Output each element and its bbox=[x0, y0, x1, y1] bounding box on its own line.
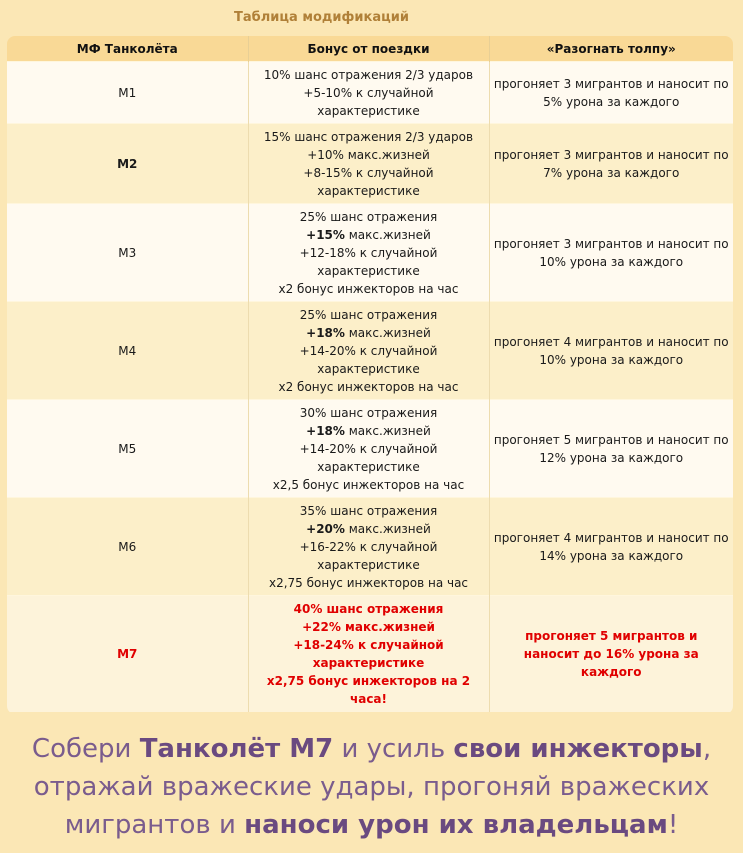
bonus-cell: 10% шанс отражения 2/3 ударов +5-10% к случайной характеристике bbox=[248, 62, 489, 124]
mod-cell: М1 bbox=[7, 62, 248, 124]
header-mf-tankolet: МФ Танколёта bbox=[7, 36, 248, 62]
bonus-cell: 25% шанс отражения +18% макс.жизней +14-20% к случайной характеристике х2 бонус инжекторов на час bbox=[248, 302, 489, 400]
mod-cell: М4 bbox=[7, 302, 248, 400]
table-row bbox=[7, 204, 733, 302]
table-row bbox=[7, 400, 733, 498]
header-disperse-crowd: «Разогнать толпу» bbox=[489, 36, 733, 62]
table-row bbox=[7, 62, 733, 124]
crowd-cell: прогоняет 4 мигрантов и наносит по 10% урона за каждого bbox=[489, 302, 733, 400]
crowd-cell: прогоняет 3 мигрантов и наносит по 5% урона за каждого bbox=[489, 62, 733, 124]
table-row bbox=[7, 124, 733, 204]
mod-cell: М6 bbox=[7, 498, 248, 596]
crowd-cell: прогоняет 3 мигрантов и наносит по 7% урона за каждого bbox=[489, 124, 733, 204]
header-ride-bonus: Бонус от поездки bbox=[248, 36, 489, 62]
crowd-cell: прогоняет 5 мигрантов и наносит по 12% урона за каждого bbox=[489, 400, 733, 498]
mod-cell: М7 bbox=[7, 596, 248, 712]
bonus-cell: 25% шанс отражения +15% макс.жизней +12-18% к случайной характеристике х2 бонус инжекторов на час bbox=[248, 204, 489, 302]
modifications-table bbox=[7, 36, 733, 714]
promo-line-3: мигрантов и наноси урон их владельцам! bbox=[64, 810, 679, 840]
bonus-cell: 35% шанс отражения +20% макс.жизней +16-22% к случайной характеристике х2,75 бонус инжекторов на час bbox=[248, 498, 489, 596]
table-row bbox=[7, 498, 733, 596]
table-title: Таблица модификаций bbox=[234, 10, 409, 25]
mod-cell: М5 bbox=[7, 400, 248, 498]
bonus-cell: 30% шанс отражения +18% макс.жизней +14-20% к случайной характеристике х2,5 бонус инжекторов на час bbox=[248, 400, 489, 498]
promo-line-2: отражай вражеские удары, прогоняй вражеских bbox=[33, 772, 710, 802]
table-row bbox=[7, 596, 733, 712]
bonus-cell: 40% шанс отражения +22% макс.жизней +18-24% к случайной характеристике х2,75 бонус инжекторов на 2 часа! bbox=[248, 596, 489, 712]
crowd-cell: прогоняет 4 мигрантов и наносит по 14% урона за каждого bbox=[489, 498, 733, 596]
promo-text bbox=[0, 730, 743, 844]
crowd-cell: прогоняет 3 мигрантов и наносит по 10% урона за каждого bbox=[489, 204, 733, 302]
mod-cell: М3 bbox=[7, 204, 248, 302]
crowd-cell: прогоняет 5 мигрантов и наносит до 16% урона за каждого bbox=[489, 596, 733, 712]
table-row bbox=[7, 302, 733, 400]
table-header-row bbox=[7, 36, 733, 62]
promo-line-1: Собери Танколёт М7 и усиль свои инжекторы, bbox=[31, 734, 712, 764]
mod-cell: М2 bbox=[7, 124, 248, 204]
bonus-cell: 15% шанс отражения 2/3 ударов +10% макс.жизней +8-15% к случайной характеристике bbox=[248, 124, 489, 204]
